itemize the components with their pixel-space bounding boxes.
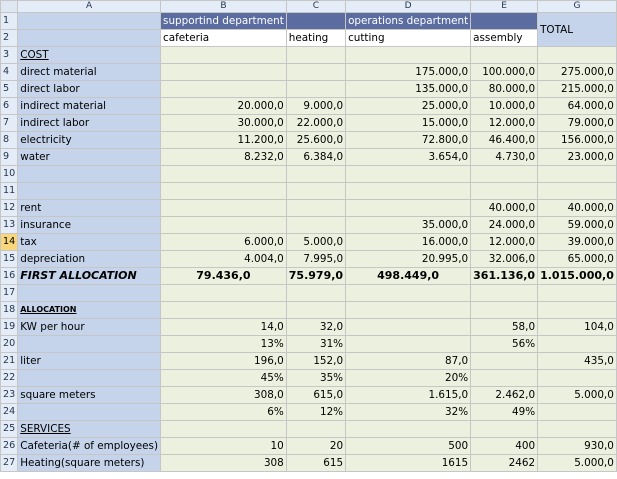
cell-e4[interactable]: 100.000,0: [471, 64, 538, 81]
cell-b16[interactable]: 79.436,0: [161, 268, 287, 285]
cell-d5[interactable]: 135.000,0: [346, 81, 471, 98]
row-header-17[interactable]: 17: [1, 285, 18, 302]
cell-e9[interactable]: 4.730,0: [471, 149, 538, 166]
cell-a11-label[interactable]: [18, 183, 161, 200]
cell-d1-operations-header[interactable]: operations department: [346, 13, 471, 30]
cell-b24[interactable]: 6%: [161, 404, 287, 421]
cell-b4[interactable]: [161, 64, 287, 81]
cell-c23[interactable]: 615,0: [286, 387, 345, 404]
cell-b8[interactable]: 11.200,0: [161, 132, 287, 149]
cell-b9[interactable]: 8.232,0: [161, 149, 287, 166]
cell-a24-label[interactable]: [18, 404, 161, 421]
column-header-g[interactable]: G: [538, 1, 617, 13]
cell-g11[interactable]: [538, 183, 617, 200]
row-header-13[interactable]: 13: [1, 217, 18, 234]
cell-g3[interactable]: [538, 47, 617, 64]
cell-e6[interactable]: 10.000,0: [471, 98, 538, 115]
cell-e25[interactable]: [471, 421, 538, 438]
row-header-8[interactable]: 8: [1, 132, 18, 149]
cell-e12[interactable]: 40.000,0: [471, 200, 538, 217]
cell-g10[interactable]: [538, 166, 617, 183]
cell-c12[interactable]: [286, 200, 345, 217]
cell-e20[interactable]: 56%: [471, 336, 538, 353]
cell-e13[interactable]: 24.000,0: [471, 217, 538, 234]
cell-d14[interactable]: 16.000,0: [346, 234, 471, 251]
cell-b17[interactable]: [161, 285, 287, 302]
cell-a5-label[interactable]: direct labor: [18, 81, 161, 98]
cell-e17[interactable]: [471, 285, 538, 302]
cell-b27[interactable]: 308: [161, 455, 287, 472]
cell-d7[interactable]: 15.000,0: [346, 115, 471, 132]
column-header-c[interactable]: C: [286, 1, 345, 13]
cell-g7[interactable]: 79.000,0: [538, 115, 617, 132]
row-header-26[interactable]: 26: [1, 438, 18, 455]
cell-d26[interactable]: 500: [346, 438, 471, 455]
cell-g23[interactable]: 5.000,0: [538, 387, 617, 404]
cell-d16[interactable]: 498.449,0: [346, 268, 471, 285]
column-header-a[interactable]: A: [18, 1, 161, 13]
cell-a15-label[interactable]: depreciation: [18, 251, 161, 268]
row-header-27[interactable]: 27: [1, 455, 18, 472]
cell-d15[interactable]: 20.995,0: [346, 251, 471, 268]
cell-b20[interactable]: 13%: [161, 336, 287, 353]
cell-d2-cutting[interactable]: cutting: [346, 30, 471, 47]
cell-b18[interactable]: [161, 302, 287, 319]
cell-c27[interactable]: 615: [286, 455, 345, 472]
cell-g4[interactable]: 275.000,0: [538, 64, 617, 81]
cell-c15[interactable]: 7.995,0: [286, 251, 345, 268]
cell-a1[interactable]: [18, 13, 161, 30]
cell-g13[interactable]: 59.000,0: [538, 217, 617, 234]
row-header-4[interactable]: 4: [1, 64, 18, 81]
row-header-15[interactable]: 15: [1, 251, 18, 268]
cell-a20-label[interactable]: [18, 336, 161, 353]
row-header-12[interactable]: 12: [1, 200, 18, 217]
cell-b3[interactable]: [161, 47, 287, 64]
cell-e21[interactable]: [471, 353, 538, 370]
cell-g18[interactable]: [538, 302, 617, 319]
cell-g1-total-header[interactable]: TOTAL: [538, 13, 617, 47]
cell-b10[interactable]: [161, 166, 287, 183]
row-header-21[interactable]: 21: [1, 353, 18, 370]
cell-a13-label[interactable]: insurance: [18, 217, 161, 234]
row-header-11[interactable]: 11: [1, 183, 18, 200]
cell-a9-label[interactable]: water: [18, 149, 161, 166]
row-header-3[interactable]: 3: [1, 47, 18, 64]
cell-c8[interactable]: 25.600,0: [286, 132, 345, 149]
cell-c7[interactable]: 22.000,0: [286, 115, 345, 132]
cell-g12[interactable]: 40.000,0: [538, 200, 617, 217]
cell-e26[interactable]: 400: [471, 438, 538, 455]
cell-e10[interactable]: [471, 166, 538, 183]
cell-e3[interactable]: [471, 47, 538, 64]
cell-c9[interactable]: 6.384,0: [286, 149, 345, 166]
cell-a7-label[interactable]: indirect labor: [18, 115, 161, 132]
cell-e27[interactable]: 2462: [471, 455, 538, 472]
cell-c3[interactable]: [286, 47, 345, 64]
cell-c6[interactable]: 9.000,0: [286, 98, 345, 115]
cell-b6[interactable]: 20.000,0: [161, 98, 287, 115]
cell-a22-label[interactable]: [18, 370, 161, 387]
row-header-24[interactable]: 24: [1, 404, 18, 421]
cell-a8-label[interactable]: electricity: [18, 132, 161, 149]
cell-e8[interactable]: 46.400,0: [471, 132, 538, 149]
row-header-10[interactable]: 10: [1, 166, 18, 183]
cell-b5[interactable]: [161, 81, 287, 98]
cell-d19[interactable]: [346, 319, 471, 336]
cell-c5[interactable]: [286, 81, 345, 98]
cell-c20[interactable]: 31%: [286, 336, 345, 353]
cell-a23-label[interactable]: square meters: [18, 387, 161, 404]
cell-g25[interactable]: [538, 421, 617, 438]
cell-c1[interactable]: [286, 13, 345, 30]
cell-g16[interactable]: 1.015.000,0: [538, 268, 617, 285]
cell-g6[interactable]: 64.000,0: [538, 98, 617, 115]
cell-e11[interactable]: [471, 183, 538, 200]
row-header-22[interactable]: 22: [1, 370, 18, 387]
cell-a25-label[interactable]: SERVICES: [18, 421, 161, 438]
cell-b14[interactable]: 6.000,0: [161, 234, 287, 251]
select-all-corner[interactable]: [1, 1, 18, 13]
cell-g26[interactable]: 930,0: [538, 438, 617, 455]
cell-g5[interactable]: 215.000,0: [538, 81, 617, 98]
cell-b1-supporting-header[interactable]: supportind department: [161, 13, 287, 30]
cell-e16[interactable]: 361.136,0: [471, 268, 538, 285]
cell-g19[interactable]: 104,0: [538, 319, 617, 336]
cell-c24[interactable]: 12%: [286, 404, 345, 421]
cell-b25[interactable]: [161, 421, 287, 438]
cell-g9[interactable]: 23.000,0: [538, 149, 617, 166]
cell-a4-label[interactable]: direct material: [18, 64, 161, 81]
cell-e23[interactable]: 2.462,0: [471, 387, 538, 404]
cell-c25[interactable]: [286, 421, 345, 438]
cell-g15[interactable]: 65.000,0: [538, 251, 617, 268]
cell-a21-label[interactable]: liter: [18, 353, 161, 370]
cell-a2[interactable]: [18, 30, 161, 47]
cell-g14[interactable]: 39.000,0: [538, 234, 617, 251]
cell-d27[interactable]: 1615: [346, 455, 471, 472]
cell-e22[interactable]: [471, 370, 538, 387]
cell-a14-label[interactable]: tax: [18, 234, 161, 251]
cell-b11[interactable]: [161, 183, 287, 200]
cell-g24[interactable]: [538, 404, 617, 421]
cell-g27[interactable]: 5.000,0: [538, 455, 617, 472]
cell-b21[interactable]: 196,0: [161, 353, 287, 370]
cell-b26[interactable]: 10: [161, 438, 287, 455]
row-header-5[interactable]: 5: [1, 81, 18, 98]
row-header-9[interactable]: 9: [1, 149, 18, 166]
cell-g21[interactable]: 435,0: [538, 353, 617, 370]
cell-d22[interactable]: 20%: [346, 370, 471, 387]
cell-d4[interactable]: 175.000,0: [346, 64, 471, 81]
cell-d10[interactable]: [346, 166, 471, 183]
row-header-19[interactable]: 19: [1, 319, 18, 336]
cell-a6-label[interactable]: indirect material: [18, 98, 161, 115]
cell-d17[interactable]: [346, 285, 471, 302]
cell-a3-label[interactable]: COST: [18, 47, 161, 64]
cell-c4[interactable]: [286, 64, 345, 81]
cell-d24[interactable]: 32%: [346, 404, 471, 421]
cell-b7[interactable]: 30.000,0: [161, 115, 287, 132]
row-header-2[interactable]: 2: [1, 30, 18, 47]
cell-e7[interactable]: 12.000,0: [471, 115, 538, 132]
cell-d6[interactable]: 25.000,0: [346, 98, 471, 115]
cell-e14[interactable]: 12.000,0: [471, 234, 538, 251]
cell-e18[interactable]: [471, 302, 538, 319]
row-header-20[interactable]: 20: [1, 336, 18, 353]
cell-d9[interactable]: 3.654,0: [346, 149, 471, 166]
cell-c18[interactable]: [286, 302, 345, 319]
column-header-d[interactable]: D: [346, 1, 471, 13]
cell-e24[interactable]: 49%: [471, 404, 538, 421]
row-header-14[interactable]: 14: [1, 234, 18, 251]
cell-a17-label[interactable]: [18, 285, 161, 302]
cell-a12-label[interactable]: rent: [18, 200, 161, 217]
cell-b12[interactable]: [161, 200, 287, 217]
row-header-25[interactable]: 25: [1, 421, 18, 438]
cell-e19[interactable]: 58,0: [471, 319, 538, 336]
row-header-6[interactable]: 6: [1, 98, 18, 115]
cell-c14[interactable]: 5.000,0: [286, 234, 345, 251]
cell-c11[interactable]: [286, 183, 345, 200]
cell-d12[interactable]: [346, 200, 471, 217]
cell-a10-label[interactable]: [18, 166, 161, 183]
cell-a27-label[interactable]: Heating(square meters): [18, 455, 161, 472]
cell-c10[interactable]: [286, 166, 345, 183]
cell-d25[interactable]: [346, 421, 471, 438]
cell-a16-label[interactable]: FIRST ALLOCATION: [18, 268, 161, 285]
cell-d13[interactable]: 35.000,0: [346, 217, 471, 234]
cell-c13[interactable]: [286, 217, 345, 234]
cell-d8[interactable]: 72.800,0: [346, 132, 471, 149]
cell-b15[interactable]: 4.004,0: [161, 251, 287, 268]
cell-b2-cafeteria[interactable]: cafeteria: [161, 30, 287, 47]
cell-c16[interactable]: 75.979,0: [286, 268, 345, 285]
cell-b23[interactable]: 308,0: [161, 387, 287, 404]
row-header-1[interactable]: 1: [1, 13, 18, 30]
cell-b13[interactable]: [161, 217, 287, 234]
cell-c17[interactable]: [286, 285, 345, 302]
cell-e5[interactable]: 80.000,0: [471, 81, 538, 98]
cell-c21[interactable]: 152,0: [286, 353, 345, 370]
cell-d11[interactable]: [346, 183, 471, 200]
cell-d20[interactable]: [346, 336, 471, 353]
cell-d3[interactable]: [346, 47, 471, 64]
cell-a26-label[interactable]: Cafeteria(# of employees): [18, 438, 161, 455]
cell-c2-heating[interactable]: heating: [286, 30, 345, 47]
cell-c19[interactable]: 32,0: [286, 319, 345, 336]
column-header-e[interactable]: E: [471, 1, 538, 13]
cell-g22[interactable]: [538, 370, 617, 387]
cell-g8[interactable]: 156.000,0: [538, 132, 617, 149]
cell-d23[interactable]: 1.615,0: [346, 387, 471, 404]
cell-b22[interactable]: 45%: [161, 370, 287, 387]
cell-e15[interactable]: 32.006,0: [471, 251, 538, 268]
cell-c26[interactable]: 20: [286, 438, 345, 455]
cell-a18-label[interactable]: ALLOCATION: [18, 302, 161, 319]
cell-d18[interactable]: [346, 302, 471, 319]
column-header-b[interactable]: B: [161, 1, 287, 13]
cell-a19-label[interactable]: KW per hour: [18, 319, 161, 336]
cell-c22[interactable]: 35%: [286, 370, 345, 387]
row-header-16[interactable]: 16: [1, 268, 18, 285]
cell-e1[interactable]: [471, 13, 538, 30]
row-header-7[interactable]: 7: [1, 115, 18, 132]
cell-d21[interactable]: 87,0: [346, 353, 471, 370]
cell-g20[interactable]: [538, 336, 617, 353]
row-header-23[interactable]: 23: [1, 387, 18, 404]
cell-e2-assembly[interactable]: assembly: [471, 30, 538, 47]
cell-g17[interactable]: [538, 285, 617, 302]
row-header-18[interactable]: 18: [1, 302, 18, 319]
cell-b19[interactable]: 14,0: [161, 319, 287, 336]
